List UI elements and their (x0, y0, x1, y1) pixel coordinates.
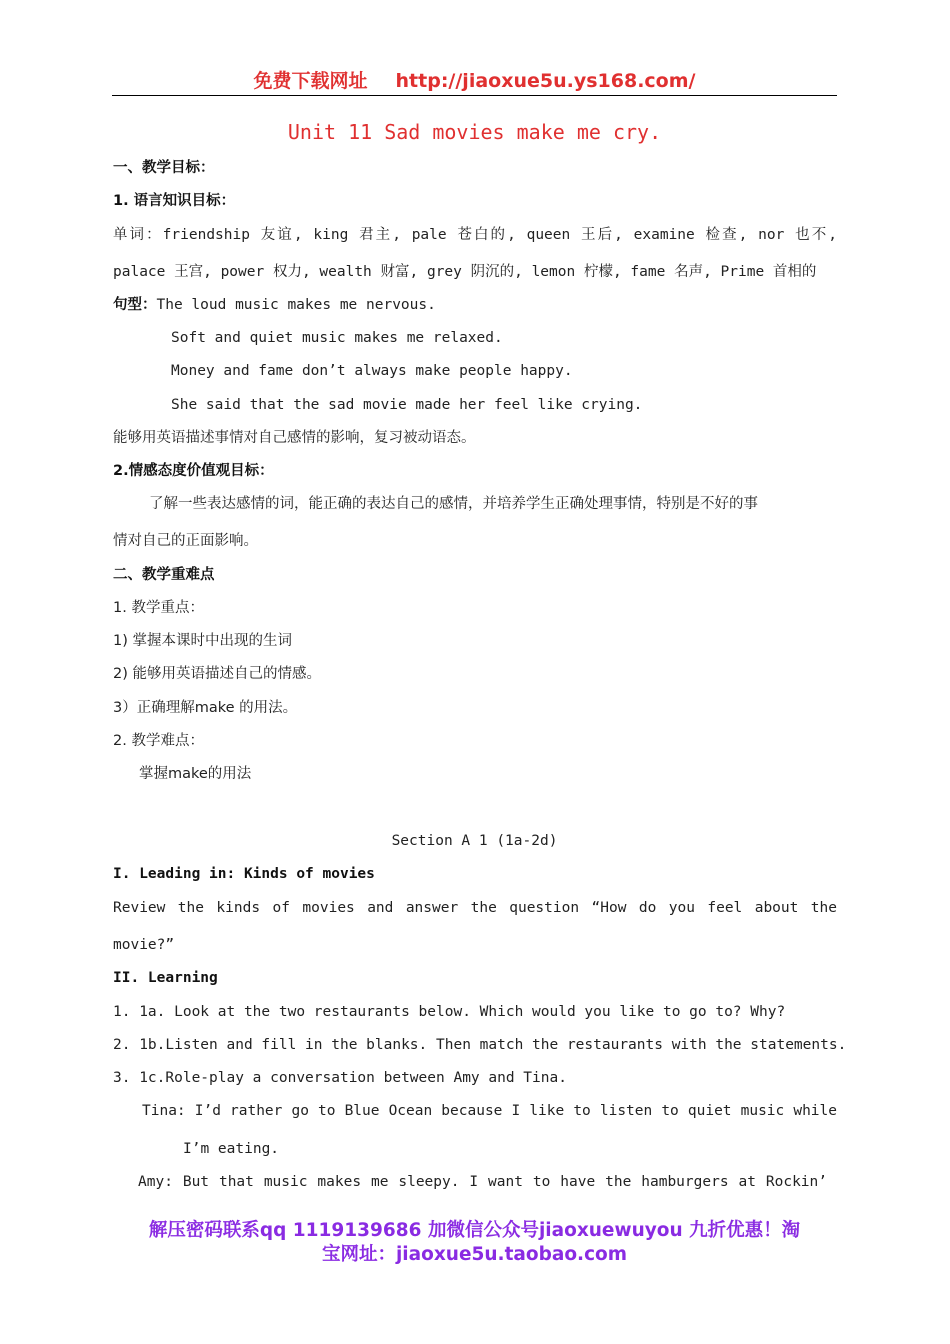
footer-line-1: 解压密码联系qq 1119139686 加微信公众号jiaoxuewuyou 九折优惠！淘 (148, 1220, 801, 1241)
activity-1b: 2. 1b.Listen and fill in the blanks. Then match the restaurants with the statements. (113, 1037, 847, 1053)
vocab-line-2: palace 王宫, power 权力, wealth 财富, grey 阴沉的, lemon 柠檬, fame 名声, Prime 首相的 (113, 264, 817, 280)
header-url-link[interactable]: http://jiaoxue5u.ys168.com/ (395, 70, 696, 92)
sentence-pattern-2: Soft and quiet music makes me relaxed. (171, 330, 503, 346)
header-label: 免费下载网址 (253, 70, 368, 92)
header-divider (112, 95, 837, 96)
sentence-pattern-3: Money and fame don’t always make people happy. (171, 363, 573, 379)
key-point-2: 2) 能够用英语描述自己的情感。 (113, 666, 321, 682)
subheading-language-goals: 1. 语言知识目标： (113, 193, 236, 209)
sentence-pattern-4: She said that the sad movie made her feel like crying. (171, 397, 643, 413)
promo-footer (112, 1219, 837, 1267)
review-line-2: movie?” (113, 937, 175, 953)
leading-in-heading: I. Leading in: Kinds of movies (113, 866, 375, 882)
dialogue-tina-line-2: I’m eating. (183, 1141, 280, 1157)
difficult-points-label: 2. 教学难点： (113, 733, 204, 749)
key-point-3: 3）正确理解make 的用法。 (113, 700, 298, 716)
sentence-pattern-line (113, 295, 436, 315)
dialogue-amy-line: Amy: But that music makes me sleepy. I want to have the hamburgers at Rockin’ (138, 1174, 827, 1190)
key-points-label: 1. 教学重点： (113, 600, 204, 616)
sentence-pattern-label: 句型： (113, 297, 157, 313)
key-point-1: 1) 掌握本课时中出现的生词 (113, 633, 292, 649)
section-a-heading: Section A 1 (1a-2d) (391, 833, 558, 849)
subheading-emotion-goals: 2.情感态度价值观目标： (113, 463, 274, 479)
ability-goal: 能够用英语描述事情对自己感情的影响，复习被动语态。 (113, 430, 476, 446)
activity-1a: 1. 1a. Look at the two restaurants below. Which would you like to go to? Why? (113, 1004, 786, 1020)
activity-1c: 3. 1c.Role-play a conversation between Amy and Tina. (113, 1070, 567, 1086)
unit-title: Unit 11 Sad movies make me cry. (287, 120, 662, 144)
vocab-line-1: 单词：friendship 友谊, king 君主, pale 苍白的, queen 王后, examine 检查, nor 也不, (113, 227, 837, 243)
emotion-goal-line-1: 了解一些表达感情的词，能正确的表达自己的感情，并培养学生正确处理事情，特别是不好的事 (149, 496, 758, 512)
footer-line-2[interactable]: 宝网址：jiaoxue5u.taobao.com (321, 1244, 628, 1265)
section-heading-key-points: 二、教学重难点 (113, 567, 215, 583)
dialogue-tina-line-1: Tina: I’d rather go to Blue Ocean because I like to listen to quiet music while (142, 1103, 837, 1119)
sentence-pattern-1: The loud music makes me nervous. (156, 297, 436, 313)
download-header (112, 66, 837, 93)
section-heading-objectives: 一、教学目标： (113, 160, 215, 176)
emotion-goal-line-2: 情对自己的正面影响。 (113, 533, 258, 549)
learning-heading: II. Learning (113, 970, 218, 986)
difficult-point-1: 掌握make的用法 (139, 766, 252, 782)
review-line-1: Review the kinds of movies and answer the question “How do you feel about the (113, 900, 837, 916)
